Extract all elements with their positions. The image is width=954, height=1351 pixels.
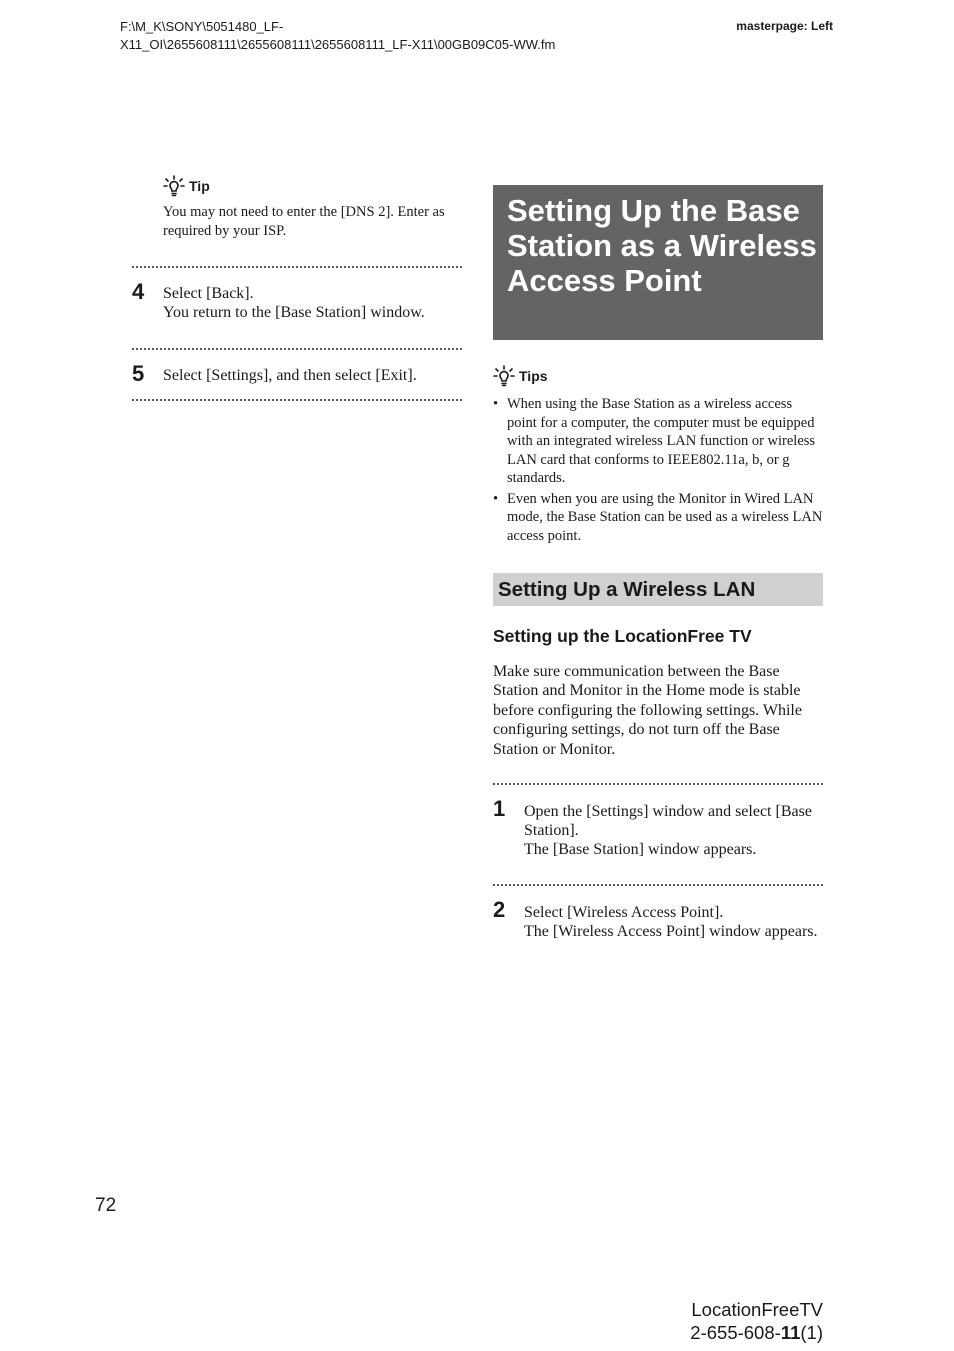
page-number: 72: [95, 1195, 117, 1216]
footer: [690, 1298, 823, 1344]
body-paragraph: Make sure communication between the Base Station and Monitor in the Home mode is stable before configuring the following settings. While configuring settings, do not turn off the Base Station or Monitor.: [493, 663, 802, 758]
footer-code-suffix: (1): [800, 1322, 823, 1343]
step-number: 5: [132, 361, 145, 386]
step-number: 1: [493, 796, 506, 821]
section-heading-bar: [493, 573, 823, 606]
dotted-divider: [132, 399, 462, 401]
footer-code-prefix: 2-655-608-: [690, 1322, 781, 1343]
header-path-line2: X11_OI\2655608111\2655608111\2655608111_LF-X11\00GB09C05-WW.fm: [120, 37, 556, 52]
tips-block: [493, 365, 823, 547]
step-instruction: Select [Wireless Access Point].: [524, 904, 724, 921]
footer-product: LocationFreeTV: [691, 1299, 823, 1320]
tip-block: [163, 175, 463, 241]
header-path-line1: F:\M_K\SONY\5051480_LF-: [120, 19, 284, 34]
list-item: • Even when you are using the Monitor in Wired LAN mode, the Base Station can be used as a wireless LAN access point.: [493, 490, 823, 546]
section-heading: Setting Up a Wireless LAN: [498, 578, 756, 601]
step-result: The [Base Station] window appears.: [524, 841, 757, 858]
tip-title: [163, 175, 463, 197]
step-instruction: Open the [Settings] window and select [Base Station].: [524, 803, 812, 839]
dotted-divider: [493, 783, 823, 785]
chapter-title-box: [493, 185, 823, 340]
tips-title-text: Tips: [519, 368, 548, 384]
lightbulb-icon: [493, 365, 515, 387]
step-result: You return to the [Base Station] window.: [163, 304, 425, 321]
step-text: [163, 284, 463, 322]
list-item: • When using the Base Station as a wireless access point for a computer, the computer must be equipped with an integrated wireless LAN function or wireless LAN card that conforms to IEEE802.11a, b, or g standards.: [493, 395, 823, 488]
step-number: 2: [493, 897, 506, 922]
header-file-path: [120, 18, 555, 54]
dotted-divider: [493, 884, 823, 886]
footer-code: [690, 1321, 823, 1344]
step-text: [524, 802, 823, 859]
step-instruction: Select [Settings], and then select [Exit].: [163, 367, 417, 384]
step-result: The [Wireless Access Point] window appears.: [524, 923, 818, 940]
subheading: Setting up the LocationFree TV: [493, 626, 752, 646]
dotted-divider: [132, 348, 462, 350]
step-number: 4: [132, 279, 145, 304]
step-text: [524, 903, 823, 941]
tip-body: You may not need to enter the [DNS 2]. Enter as required by your ISP.: [163, 204, 445, 239]
tip-title-text: Tip: [189, 178, 210, 194]
footer-code-bold: 11: [780, 1322, 801, 1343]
tips-title: [493, 365, 823, 387]
chapter-title: Setting Up the Base Station as a Wireless Access Point: [507, 193, 817, 298]
step-instruction: Select [Back].: [163, 285, 254, 302]
lightbulb-icon: [163, 175, 185, 197]
header-masterpage: masterpage: Left: [736, 19, 833, 33]
step-text: [163, 366, 463, 385]
dotted-divider: [132, 266, 462, 268]
tips-list: [493, 395, 823, 545]
